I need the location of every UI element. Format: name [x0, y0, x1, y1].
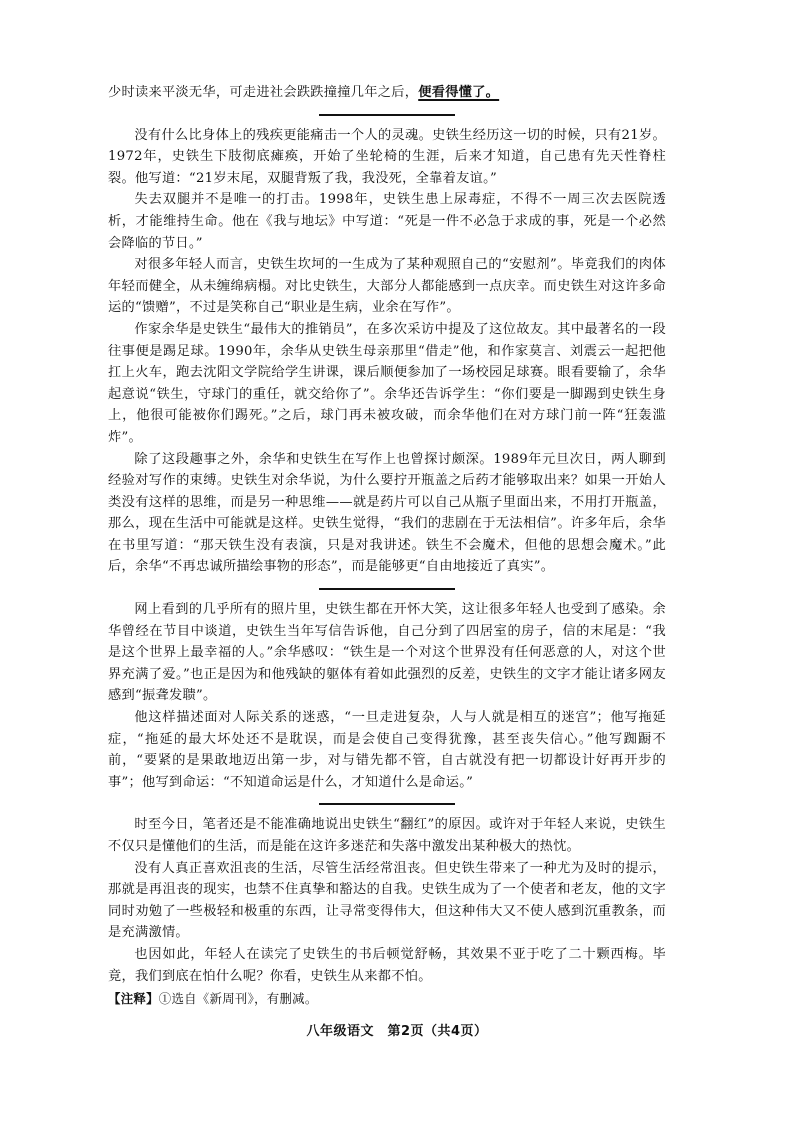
section1-paragraph: 除了这段趣事之外，余华和史铁生在写作上也曾探讨颇深。1989年元旦次日，两人聊到经验对写作的束缚。史铁生对余华说，为什么要拧开瓶盖之后药才能够取出来？如果一开始人类没有这样的思维，而是另一种思维——就是药片可以自己从瓶子里面出来，不用打开瓶盖，那么，现在生活中可能就是这样。史铁生觉得，“我们的悲剧在于无法相信”。许多年后，余华在书里写道：“那天铁生没有表演，只是对我讲述。铁生不会魔术，但他的思想会魔术。”此后，余华“不再忠诚所描绘事物的形态”，而是能够更“自由地接近了真实”。	[108, 451, 666, 575]
section3-paragraph: 没有人真正喜欢沮丧的生活，尽管生活经常沮丧。但史铁生带来了一种尤为及时的提示，那就是再沮丧的现实，也禁不住真挚和豁达的自我。史铁生成为了一个使者和老友，他的文字同时劝勉了一些极轻和极重的东西，让寻常变得伟大，但这种伟大又不使人感到沉重教条，而是充满激情。	[108, 860, 666, 941]
section1-paragraph: 没有什么比身体上的残疾更能痛击一个人的灵魂。史铁生经历这一切的时候，只有21岁。1972年，史铁生下肢彻底瘫痪，开始了坐轮椅的生涯，后来才知道，自己患有先天性脊柱裂。他写道：“21岁末尾，双腿背叛了我，我没死，全靠着友谊。”	[108, 127, 666, 186]
section3-paragraph: 也因如此，年轻人在读完了史铁生的书后顿觉舒畅，其效果不亚于吃了二十颗西梅。毕竟，我们到底在怕什么呢？你看，史铁生从来都不怕。	[108, 946, 666, 984]
underlined-phrase: 便看得懂了。	[418, 85, 500, 100]
section-divider-3	[319, 803, 455, 805]
page-footer: 八年级语文 第2页（共4页）	[306, 1024, 488, 1039]
note-text: ①选自《新周刊》，有删减。	[158, 991, 318, 1007]
section1-paragraph: 对很多年轻人而言，史铁生坎坷的一生成为了某种观照自己的“安慰剂”。毕竟我们的肉体年轻而健全，从未缠绵病榻。对比史铁生，大部分人都能感到一点庆幸。而史铁生对这许多命运的“馈赠”，不过是笑称自己“职业是生病，业余在写作”。	[108, 257, 666, 316]
section3-paragraph: 时至今日，笔者还是不能准确地说出史铁生“翻红”的原因。或许对于年轻人来说，史铁生不仅只是懂他们的生活，而是能在这许多迷茫和失落中激发出某种极大的热忱。	[108, 817, 666, 854]
annotation-note	[108, 989, 666, 1009]
section2-paragraph: 网上看到的几乎所有的照片里，史铁生都在开怀大笑，这让很多年轻人也受到了感染。余华曾经在节目中谈道，史铁生当年写信告诉他，自己分到了四居室的房子，信的末尾是：“我是这个世界上最幸福的人。”余华感叹：“铁生是一个对这个世界没有任何恶意的人，对这个世界充满了爱。”也正是因为和他残缺的躯体有着如此强烈的反差，史铁生的文字才能让诸多网友感到“振聋发聩”。	[108, 602, 666, 704]
section-divider-1	[319, 114, 455, 116]
section1-paragraph: 失去双腿并不是唯一的打击。1998年，史铁生患上尿毒症，不得不一周三次去医院透析，才能维持生命。他在《我与地坛》中写道：“死是一件不必急于求成的事，死是一个必然会降临的节日。”	[108, 192, 666, 251]
section-divider-2	[319, 588, 455, 590]
section2-paragraph: 他这样描述面对人际关系的迷惑，“一旦走进复杂，人与人就是相互的迷宫”；他写拖延症，“拖延的最大坏处还不是耽误，而是会使自己变得犹豫，甚至丧失信心。”他写踟蹰不前，“要紧的是果敢地迈出第一步，对与错先都不管，自古就没有把一切都设计好再开步的事”；他写到命运：“不知道命运是什么，才知道什么是命运。”	[108, 710, 666, 790]
section1-paragraph: 作家余华是史铁生“最伟大的推销员”，在多次采访中提及了这位故友。其中最著名的一段往事便是踢足球。1990年，余华从史铁生母亲那里“借走”他，和作家莫言、刘震云一起把他扛上火车，跑去沈阳文学院给学生讲课，课后顺便参加了一场校园足球赛。眼看要输了，余华起意说“铁生，守球门的重任，就交给你了”。余华还告诉学生：“你们要是一脚踢到史铁生身上，他很可能被你们踢死。”之后，球门再未被攻破，而余华他们在对方球门前一阵“狂轰滥炸”。	[108, 321, 666, 445]
opening-line-text: 少时读来平淡无华，可走进社会跌跌撞撞几年之后，	[108, 85, 419, 100]
note-label: 【注释】	[108, 991, 159, 1007]
article-body	[108, 82, 666, 1009]
opening-line	[108, 82, 666, 104]
